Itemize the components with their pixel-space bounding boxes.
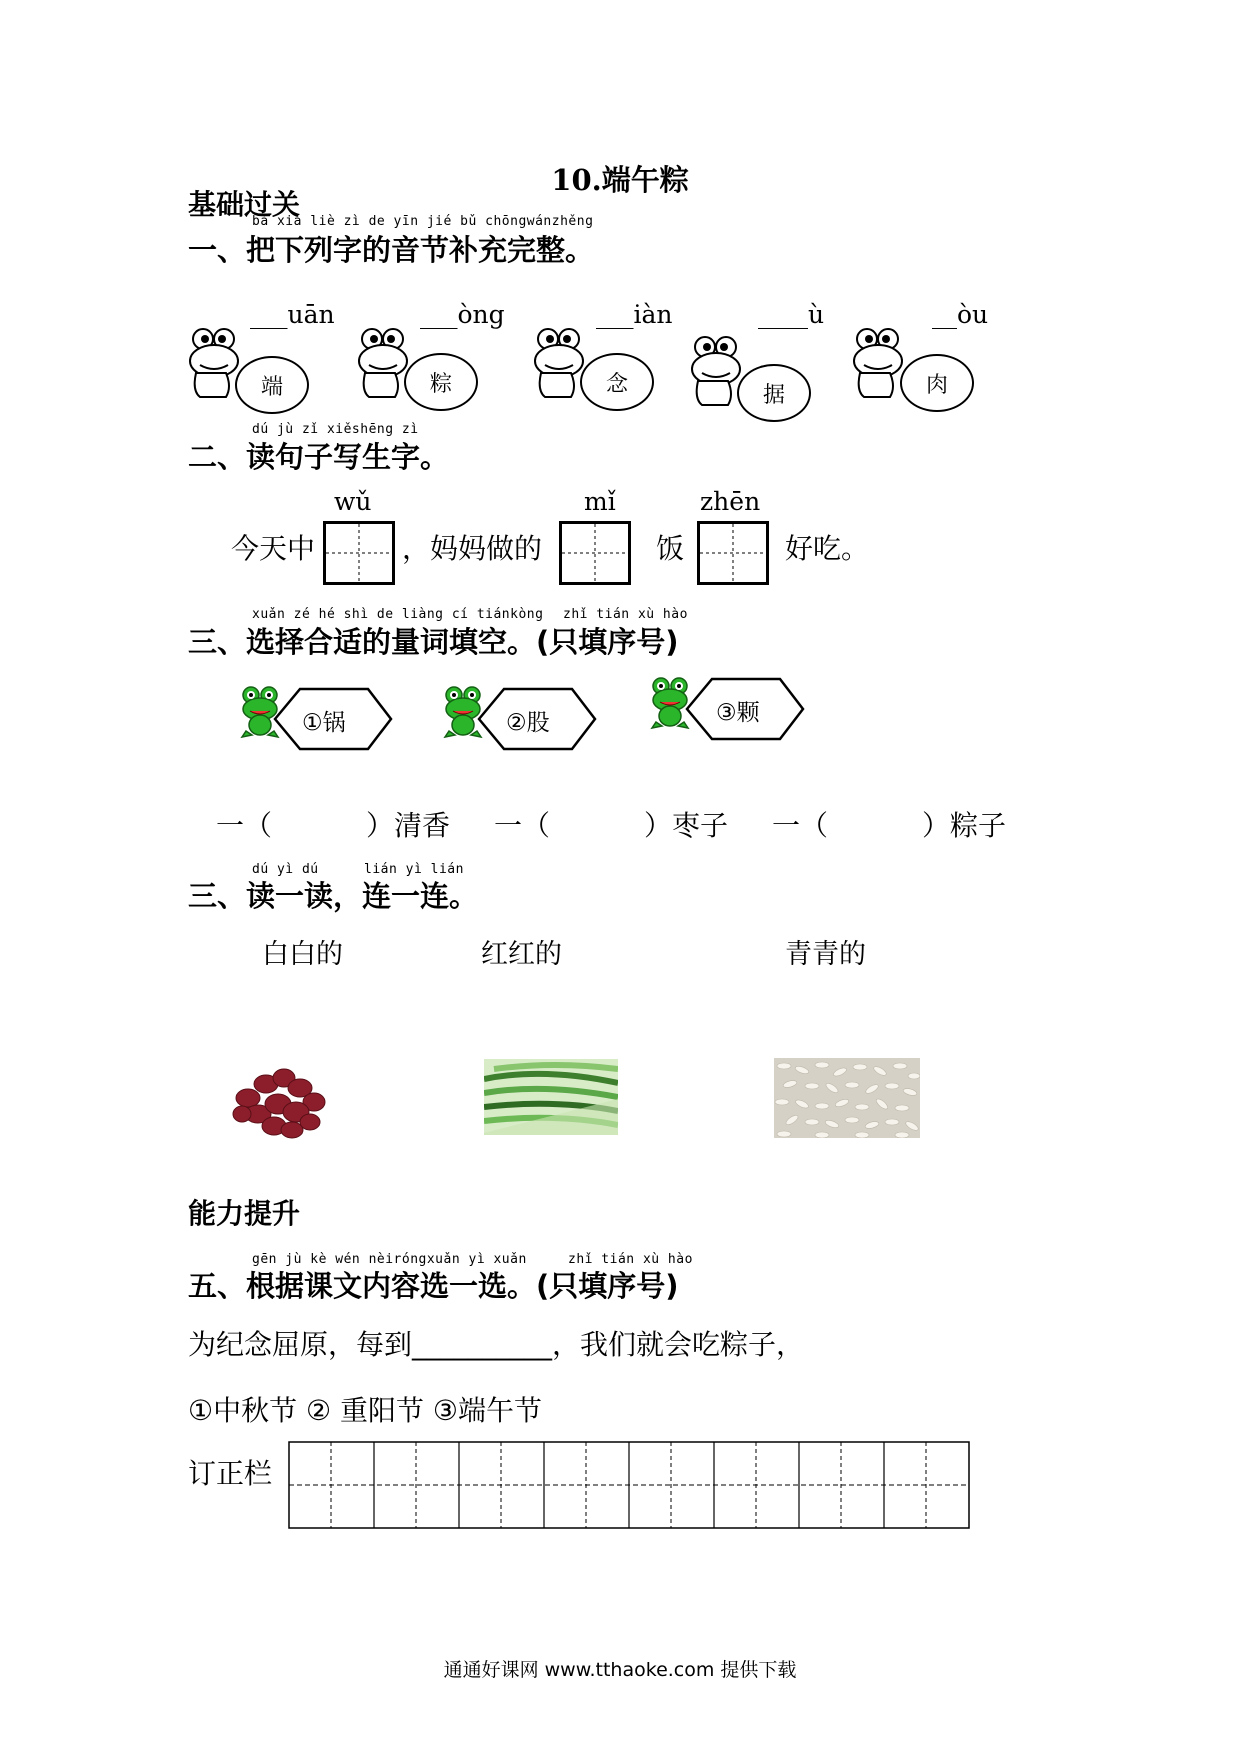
footer-text: 通通好课网 www.tthaoke.com 提供下载 — [443, 1659, 797, 1681]
q2-pinyin: dú jù zǐ xiěshēng zì — [252, 422, 419, 437]
green-leaves-image[interactable] — [484, 1059, 618, 1135]
option-label: ①锅 — [302, 710, 346, 736]
q3-heading: 三、选择合适的量词填空。(只填序号) — [188, 625, 679, 659]
writing-grid[interactable] — [323, 521, 395, 585]
section-advance: 能力提升 — [188, 1197, 301, 1230]
q1-blank[interactable]: ___òng — [420, 300, 505, 329]
fill-suffix: ）清香 — [366, 809, 451, 842]
q1-pinyin: bǎ xià liè zì de yīn jié bǔ chōngwánzhěng — [252, 214, 594, 229]
char-circle: 据 — [737, 364, 811, 422]
q5-sentence: 为纪念屈原，每到__________，我们就会吃粽子， — [188, 1328, 805, 1361]
q1-blank[interactable]: ___uān — [250, 300, 335, 329]
q3-pinyin: zhǐ tián xù hào — [563, 607, 688, 622]
grid-pinyin: wǔ — [334, 487, 372, 516]
q3-pinyin: xuǎn zé hé shì de liàng cí tiánkòng — [252, 607, 544, 622]
writing-grid[interactable] — [559, 521, 631, 585]
q4-pinyin: dú yì dú — [252, 862, 319, 877]
sentence-part: 好吃。 — [785, 532, 870, 565]
grid-pinyin: mǐ — [584, 487, 616, 516]
q5-pinyin: zhǐ tián xù hào — [568, 1252, 693, 1267]
q1-blank[interactable]: ____ù — [758, 300, 825, 329]
match-word: 白白的 — [262, 939, 343, 970]
fill-prefix: 一（ — [216, 809, 273, 842]
char-circle: 端 — [235, 356, 309, 414]
option-label: ②股 — [506, 710, 550, 736]
fill-suffix: ）粽子 — [922, 809, 1007, 842]
rice-image[interactable] — [774, 1058, 920, 1138]
match-word: 红红的 — [481, 939, 562, 970]
fill-prefix: 一（ — [494, 809, 551, 842]
q1-heading: 一、把下列字的音节补充完整。 — [188, 233, 595, 267]
grid-pinyin: zhēn — [700, 487, 761, 516]
sentence-part: 今天中 — [231, 532, 316, 565]
fill-prefix: 一（ — [772, 809, 829, 842]
char-circle: 肉 — [900, 354, 974, 412]
q1-blank[interactable]: ___iàn — [596, 300, 673, 329]
section-basic: 基础过关 — [188, 188, 301, 221]
option-label: ③颗 — [716, 700, 760, 726]
writing-grid[interactable] — [697, 521, 769, 585]
page-title: 10.端午粽 — [551, 163, 689, 197]
char-circle: 念 — [580, 353, 654, 411]
q5-pinyin: gēn jù kè wén nèiróngxuǎn yì xuǎn — [252, 1252, 527, 1267]
q5-heading: 五、根据课文内容选一选。(只填序号) — [188, 1269, 679, 1303]
q1-blank[interactable]: __òu — [932, 300, 989, 329]
correction-grid[interactable] — [288, 1441, 970, 1529]
red-dates-image[interactable] — [226, 1062, 330, 1142]
sentence-part: ，妈妈做的 — [402, 532, 543, 565]
q4-pinyin: lián yì lián — [364, 862, 464, 877]
q4-heading: 三、读一读，连一连。 — [188, 879, 479, 913]
q5-options: ①中秋节 ② 重阳节 ③端午节 — [188, 1394, 543, 1427]
match-word: 青青的 — [785, 939, 866, 970]
q2-heading: 二、读句子写生字。 — [188, 440, 450, 474]
fill-suffix: ）枣子 — [644, 809, 729, 842]
correction-label: 订正栏 — [188, 1457, 273, 1490]
sentence-part: 饭 — [656, 532, 685, 565]
char-circle: 粽 — [404, 353, 478, 411]
